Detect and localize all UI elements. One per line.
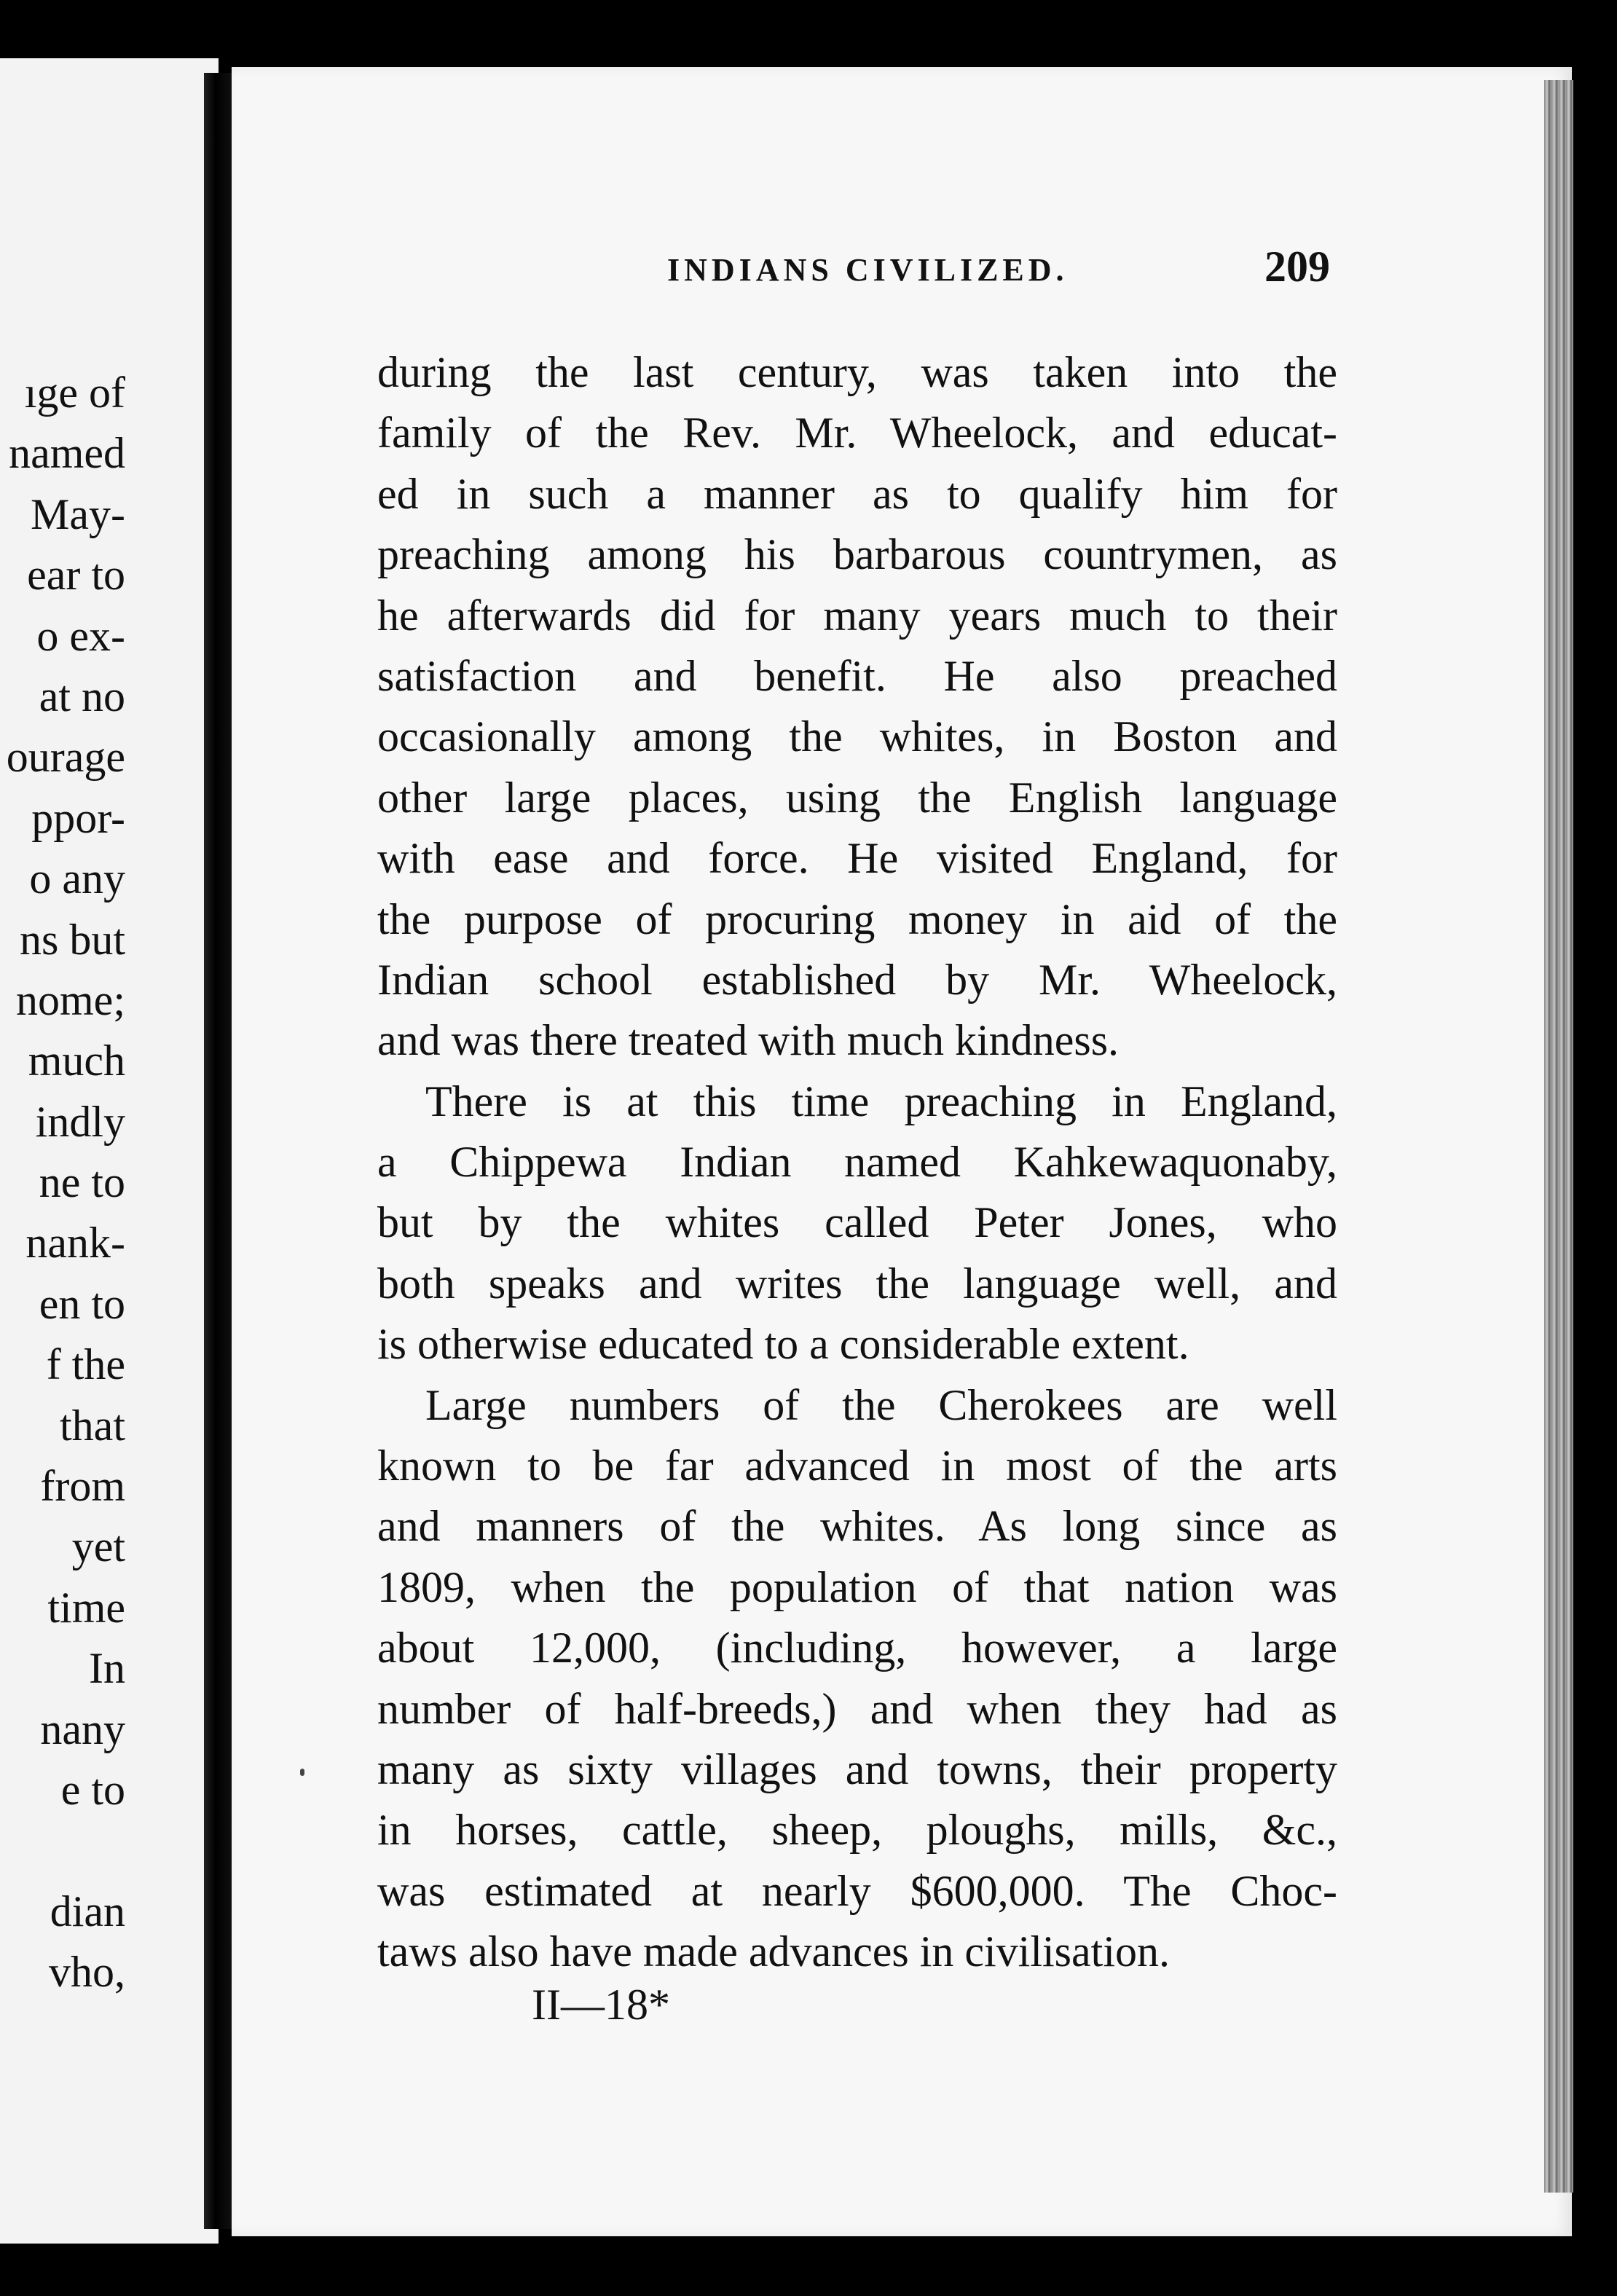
left-page-text (0, 363, 125, 2003)
left-page-line: much (28, 1037, 125, 1085)
paragraph (377, 1072, 1337, 1375)
text-line: but by the whites called Peter Jones, who (377, 1198, 1337, 1247)
left-page-line: nome; (16, 975, 125, 1024)
ink-speck (300, 1769, 304, 1776)
text-line: he afterwards did for many years much to their (377, 591, 1337, 640)
left-page-line: nank- (25, 1219, 125, 1267)
left-page-line: yet (71, 1522, 125, 1571)
text-line: during the last century, was taken into the (377, 348, 1337, 396)
text-line: many as sixty villages and towns, their property (377, 1745, 1337, 1793)
body-text (377, 342, 1337, 1983)
paragraph (377, 342, 1337, 1072)
left-page-line: e to (60, 1765, 125, 1814)
left-page-line: f the (46, 1340, 125, 1389)
text-line: number of half-breeds,) and when they had as (377, 1684, 1337, 1733)
left-page-line: ourage (6, 733, 125, 782)
text-line: 1809, when the population of that nation was (377, 1562, 1337, 1611)
left-page-line: o ex- (36, 611, 125, 660)
paragraph (377, 1375, 1337, 1983)
text-line: taws also have made advances in civilisation. (377, 1927, 1170, 1976)
text-line: ed in such a manner as to qualify him for (377, 469, 1337, 518)
left-page-line: o any (29, 854, 125, 903)
text-line: a Chippewa Indian named Kahkewaquonaby, (377, 1138, 1337, 1187)
running-head: INDIANS CIVILIZED. (667, 252, 1069, 288)
left-page-line: at no (39, 672, 125, 720)
text-line: about 12,000, (including, however, a large (377, 1624, 1337, 1672)
left-page-line: nany (40, 1705, 125, 1753)
text-line: was estimated at nearly $600,000. The Choc- (377, 1866, 1337, 1915)
left-page-line: ne to (39, 1158, 125, 1207)
text-line: occasionally among the whites, in Boston and (377, 712, 1337, 761)
page-number: 209 (1264, 243, 1330, 291)
left-page-line: that (60, 1401, 125, 1450)
left-page-line: en to (39, 1279, 125, 1328)
left-page-line: In (89, 1644, 125, 1693)
page-edge (1544, 80, 1573, 2193)
left-page-line: ıge of (24, 369, 125, 417)
text-line: Large numbers of the Cherokees are well (425, 1380, 1337, 1429)
text-line: is otherwise educated to a considerable extent. (377, 1320, 1189, 1369)
text-line: the purpose of procuring money in aid of the (377, 895, 1337, 943)
left-page-line: named (9, 429, 125, 478)
text-line: family of the Rev. Mr. Wheelock, and educat- (377, 409, 1337, 457)
left-page-line: May- (31, 490, 125, 538)
left-page-line: ppor- (31, 793, 125, 842)
left-page-line: ns but (19, 915, 125, 964)
left-page-line: dian (50, 1887, 125, 1935)
signature-mark: II—18* (532, 1981, 670, 2029)
text-line: in horses, cattle, sheep, ploughs, mills, &c., (377, 1806, 1337, 1855)
left-page-line: ear to (27, 551, 125, 599)
left-page-line: time (47, 1583, 125, 1632)
text-line: known to be far advanced in most of the arts (377, 1442, 1337, 1490)
text-line: satisfaction and benefit. He also preached (377, 651, 1337, 700)
binding-gutter (204, 73, 233, 2229)
left-page-line: indly (35, 1097, 125, 1146)
left-page (0, 58, 219, 2244)
left-page-line: vho, (49, 1948, 125, 1997)
text-line: other large places, using the English language (377, 773, 1337, 822)
text-line: and manners of the whites. As long since as (377, 1502, 1337, 1551)
text-line: with ease and force. He visited England, for (377, 834, 1337, 883)
text-line: Indian school established by Mr. Wheelock, (377, 955, 1337, 1004)
left-page-line (0, 1820, 125, 1881)
text-line: and was there treated with much kindness. (377, 1016, 1120, 1065)
left-page-line: from (40, 1462, 125, 1511)
text-line: preaching among his barbarous countrymen, as (377, 530, 1337, 579)
text-line: There is at this time preaching in England, (425, 1077, 1337, 1125)
text-line: both speaks and writes the language well, and (377, 1259, 1337, 1308)
